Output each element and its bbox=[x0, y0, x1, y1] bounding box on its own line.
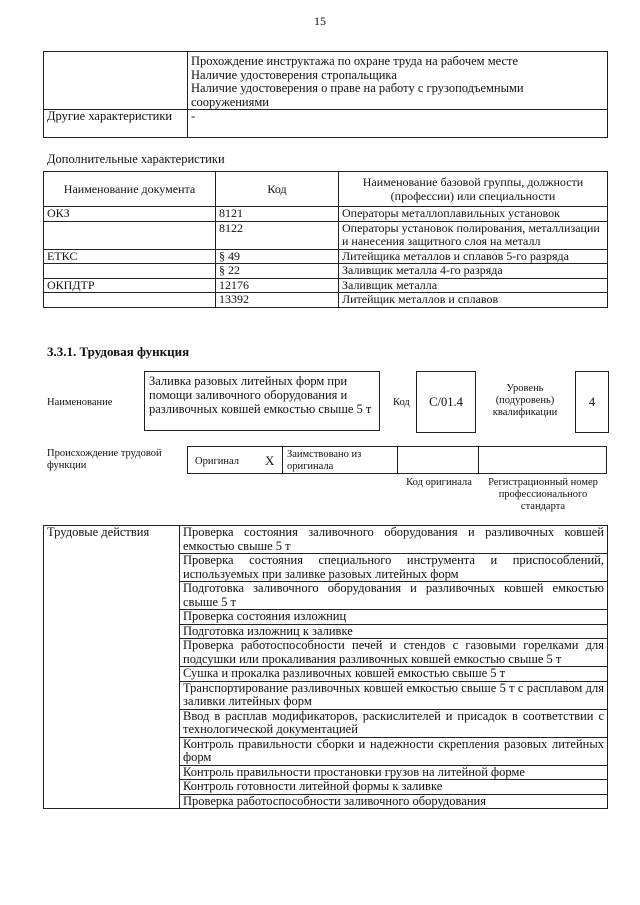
page-number: 15 bbox=[314, 14, 326, 28]
table-cell-label bbox=[44, 52, 188, 110]
table-cell: ОКЗ bbox=[44, 207, 216, 222]
labor-actions-label: Трудовые действия bbox=[44, 526, 180, 809]
function-name: Заливка разовых литейных форм при помощи заливочного оборудования и разливочных ковшей емкостью свыше 5 т bbox=[144, 371, 380, 431]
original-mark: X bbox=[265, 453, 275, 468]
list-item: Подготовка изложниц к заливке bbox=[180, 624, 608, 639]
requirement-line: Прохождение инструктажа по охране труда на рабочем месте bbox=[191, 54, 519, 68]
function-code: C/01.4 bbox=[416, 371, 476, 433]
requirements-table bbox=[43, 51, 608, 138]
list-item: Сушка и прокалка разливочных ковшей емкостью свыше 5 т bbox=[180, 667, 608, 682]
table-cell: ОКПДТР bbox=[44, 278, 216, 293]
list-item: Контроль готовности литейной формы к заливке bbox=[180, 780, 608, 795]
list-item: Проверка работоспособности заливочного оборудования bbox=[180, 794, 608, 809]
table-cell: 8121 bbox=[216, 207, 339, 222]
additional-table bbox=[43, 171, 608, 308]
code-original-caption: Код оригинала bbox=[406, 477, 472, 488]
table-row bbox=[44, 293, 608, 308]
divider bbox=[397, 447, 398, 473]
table-row bbox=[44, 110, 608, 138]
column-header: Код bbox=[216, 172, 339, 207]
origin-label: Происхождение трудовой функции bbox=[47, 448, 162, 471]
code-label: Код bbox=[393, 397, 410, 408]
list-item: Транспортирование разливочных ковшей емкостью свыше 5 т с расплавом для заливки литейных форм bbox=[180, 681, 608, 709]
labor-actions-table bbox=[43, 525, 608, 809]
divider bbox=[478, 447, 479, 473]
table-row bbox=[44, 526, 608, 554]
table-cell-value: - bbox=[188, 110, 608, 138]
table-cell: Литейщик металлов и сплавов bbox=[339, 293, 608, 308]
list-item: Ввод в расплав модификаторов, раскислителей и присадок в соответствии с технологической документацией bbox=[180, 709, 608, 737]
table-cell: Операторы металлоплавильных установок bbox=[339, 207, 608, 222]
table-cell: 8122 bbox=[216, 221, 339, 249]
table-cell: § 22 bbox=[216, 264, 339, 279]
list-item: Подготовка заливочного оборудования и разливочных ковшей емкостью свыше 5 т bbox=[180, 582, 608, 610]
table-cell bbox=[44, 293, 216, 308]
table-cell: Операторы установок полирования, металлизации и нанесения защитного слоя на металл bbox=[339, 221, 608, 249]
table-row bbox=[44, 264, 608, 279]
table-row bbox=[44, 221, 608, 249]
table-cell bbox=[44, 264, 216, 279]
table-row bbox=[44, 278, 608, 293]
column-header: Наименование базовой группы, должности (профессии) или специальности bbox=[339, 172, 608, 207]
table-cell: Заливщик металла 4-го разряда bbox=[339, 264, 608, 279]
level-value: 4 bbox=[575, 371, 609, 433]
table-header-row bbox=[44, 172, 608, 207]
name-label: Наименование bbox=[47, 397, 113, 408]
list-item: Проверка работоспособности печей и стендов с газовыми горелками для подсушки или прокаливания разливочных ковшей емкостью свыше 5 т bbox=[180, 639, 608, 667]
column-header: Наименование документа bbox=[44, 172, 216, 207]
requirement-line: Наличие удостоверения стропальщика bbox=[191, 67, 397, 82]
list-item: Контроль правильности сборки и надежности скрепления разовых литейных форм bbox=[180, 737, 608, 765]
table-row bbox=[44, 52, 608, 110]
additional-caption: Дополнительные характеристики bbox=[47, 152, 225, 166]
divider bbox=[282, 447, 283, 473]
requirement-line: Наличие удостоверения о праве на работу с грузоподъемными сооружениями bbox=[191, 81, 524, 109]
list-item: Контроль правильности простановки грузов на литейной форме bbox=[180, 765, 608, 780]
table-cell: Заливщик металла bbox=[339, 278, 608, 293]
table-cell: 13392 bbox=[216, 293, 339, 308]
section-title: 3.3.1. Трудовая функция bbox=[47, 344, 190, 359]
origin-box bbox=[187, 446, 607, 474]
table-cell: § 49 bbox=[216, 249, 339, 264]
list-item: Проверка состояния заливочного оборудования и разливочных ковшей емкостью свыше 5 т bbox=[180, 526, 608, 554]
table-cell bbox=[44, 221, 216, 249]
table-cell-label: Другие характеристики bbox=[44, 110, 188, 138]
table-cell: Литейщика металлов и сплавов 5-го разряда bbox=[339, 249, 608, 264]
table-cell-value bbox=[188, 52, 608, 110]
level-label: Уровень (подуровень) квалификации bbox=[492, 383, 558, 418]
list-item: Проверка состояния изложниц bbox=[180, 610, 608, 625]
original-label: Оригинал bbox=[195, 456, 239, 467]
table-cell: ЕТКС bbox=[44, 249, 216, 264]
table-row bbox=[44, 207, 608, 222]
table-cell: 12176 bbox=[216, 278, 339, 293]
list-item: Проверка состояния специального инструмента и приспособлений, используемых при заливке разовых литейных форм bbox=[180, 554, 608, 582]
table-row bbox=[44, 249, 608, 264]
registration-caption: Регистрационный номер профессионального стандарта bbox=[488, 477, 598, 512]
borrowed-label: Заимствовано из оригинала bbox=[287, 449, 362, 472]
